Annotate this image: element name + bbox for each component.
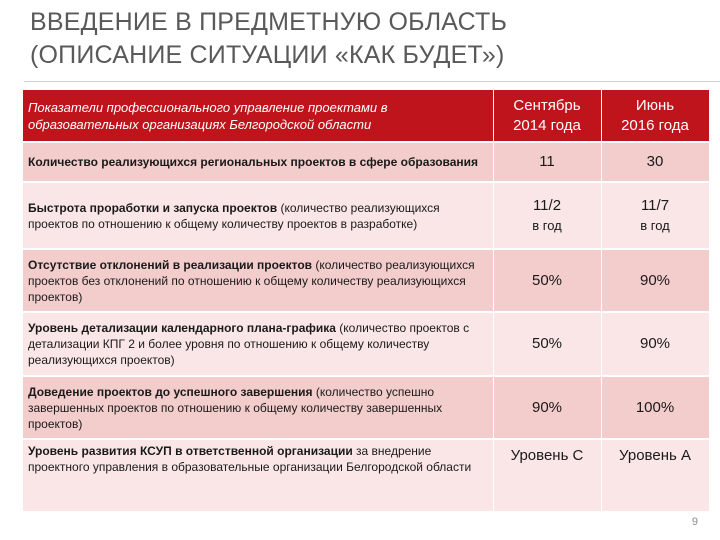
row-value-2016 — [601, 312, 709, 376]
value-main: 11 — [539, 153, 555, 170]
value-main: 11/7 — [640, 196, 670, 214]
row-label — [23, 312, 493, 376]
row-label — [23, 439, 493, 511]
row-value-2014 — [493, 376, 601, 439]
value-main: 30 — [646, 153, 664, 170]
row-value-2014 — [493, 312, 601, 376]
row-label-bold: Быстрота проработки и запуска проектов — [28, 200, 278, 215]
row-value-2016 — [601, 249, 709, 312]
value-main: 90% — [639, 271, 671, 289]
row-value-2016 — [601, 182, 709, 249]
table-row — [23, 142, 709, 182]
row-label-bold: Доведение проектов до успешного завершения — [28, 384, 313, 399]
header-june-2016 — [601, 90, 709, 142]
row-label — [23, 182, 493, 249]
row-label-rest: (количество реализующихся проектов без отклонений по отношению к общему количеству реализующихся проектов) — [28, 257, 475, 304]
header-sept-2014 — [493, 90, 601, 142]
header-sept-2014-month: Сентябрь — [513, 96, 581, 114]
row-value-2014 — [493, 142, 601, 182]
row-label — [23, 249, 493, 312]
title-divider — [24, 81, 720, 82]
slide-title-line-2: (ОПИСАНИЕ СИТУАЦИИ «КАК БУДЕТ») — [30, 41, 505, 69]
value-main: 90% — [639, 335, 671, 352]
table-row — [23, 182, 709, 249]
header-june-2016-month: Июнь — [635, 96, 675, 114]
row-label-rest: (количество успешно завершенных проектов по отношению к общему количеству завершенных проектов) — [28, 384, 443, 431]
row-label-bold: Количество реализующихся региональных проектов в сфере образования — [28, 155, 479, 169]
row-label-bold: Отсутствие отклонений в реализации проектов — [28, 257, 313, 272]
table-row — [23, 312, 709, 376]
row-value-2014 — [493, 439, 601, 511]
row-label — [23, 142, 493, 182]
row-value-2016 — [601, 376, 709, 439]
value-main: 11/2 — [532, 196, 562, 214]
header-indicator: Показатели профессионального управление проектами в образовательных организациях Белгородской области — [23, 90, 493, 142]
value-unit: в год — [532, 217, 562, 233]
page-number: 9 — [691, 516, 698, 528]
slide-title-line-1: ВВЕДЕНИЕ В ПРЕДМЕТНУЮ ОБЛАСТЬ — [30, 8, 508, 36]
value-main: 100% — [635, 398, 675, 416]
row-label-bold: Уровень развития КСУП в ответственной организации — [28, 444, 353, 458]
table-row — [23, 439, 709, 511]
header-june-2016-year: 2016 года — [621, 116, 689, 134]
row-label-rest: за внедрение проектного управления в образовательные организации Белгородской области — [28, 444, 472, 474]
row-value-2016 — [601, 439, 709, 511]
header-sept-2014-year: 2014 года — [513, 116, 581, 134]
row-value-2014 — [493, 249, 601, 312]
row-label-rest: (количество проектов с детализации КПГ 2 и более уровня по отношению к общему количеству реализующихся проектов) — [28, 321, 470, 367]
slide-title — [30, 6, 690, 72]
row-label-bold: Уровень детализации календарного плана-графика — [28, 321, 336, 335]
table-row — [23, 249, 709, 312]
value-main: Уровень А — [619, 447, 691, 464]
row-label — [23, 376, 493, 439]
value-main: 50% — [531, 335, 563, 352]
row-value-2014 — [493, 182, 601, 249]
row-value-2016 — [601, 142, 709, 182]
value-unit: в год — [640, 217, 670, 233]
table-row — [23, 376, 709, 439]
value-main: Уровень С — [510, 447, 584, 464]
row-label-rest: (количество реализующихся проектов по отношению к общему количеству проектов в разработке) — [28, 200, 440, 231]
value-main: 50% — [531, 271, 563, 289]
value-main: 90% — [531, 398, 563, 416]
indicators-table — [23, 90, 710, 511]
table-header-row — [23, 90, 709, 142]
